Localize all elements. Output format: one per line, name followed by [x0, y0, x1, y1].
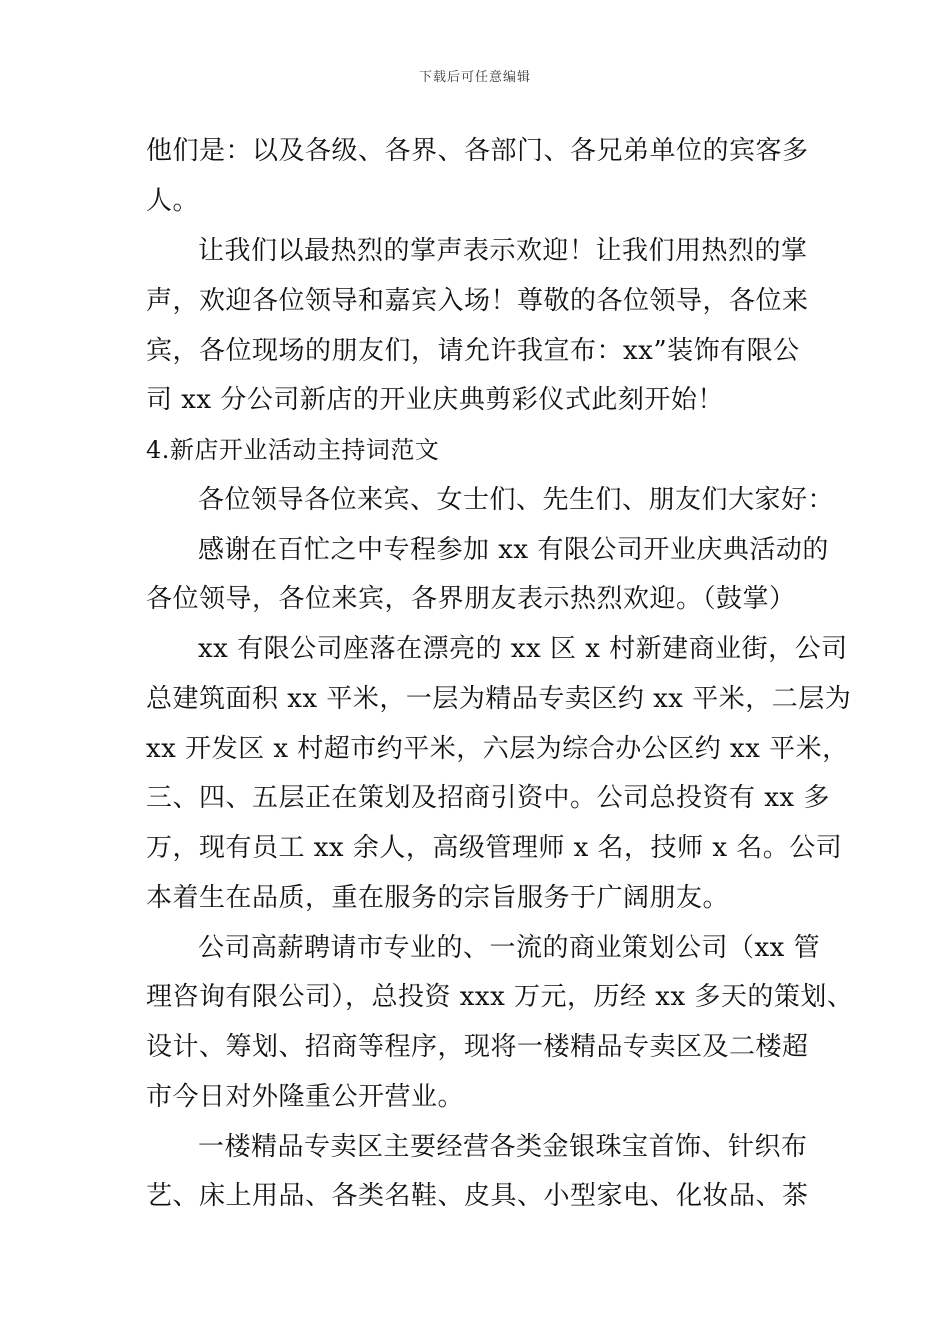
text-line: 司 xx 分公司新店的开业庆典剪彩仪式此刻开始！ — [146, 385, 724, 415]
text-line: 总建筑面积 xx 平米，一层为精品专卖区约 xx 平米，二层为 — [146, 684, 852, 714]
text-line: 理咨询有限公司），总投资 xxx 万元，历经 xx 多天的策划、 — [146, 982, 854, 1012]
text-line: xx 有限公司座落在漂亮的 xx 区 x 村新建商业街，公司 — [198, 634, 848, 664]
text-line: 人。 — [146, 186, 200, 216]
page-header: 下载后可任意编辑 — [418, 70, 531, 85]
text-line: xx 开发区 x 村超市约平米，六层为综合办公区约 xx 平米， — [146, 734, 849, 764]
text-line: 本着生在品质，重在服务的宗旨服务于广阔朋友。 — [146, 883, 730, 913]
text-line: 一楼精品专卖区主要经营各类金银珠宝首饰、针织布 — [198, 1132, 808, 1162]
text-line: 各位领导各位来宾、女士们、先生们、朋友们大家好： — [198, 485, 835, 515]
text-line: 让我们以最热烈的掌声表示欢迎！让我们用热烈的掌 — [198, 236, 808, 266]
section-heading: 4.新店开业活动主持词范文 — [146, 436, 440, 464]
text-line: 他们是：以及各级、各界、各部门、各兄弟单位的宾客多 — [146, 136, 809, 166]
text-line: 宾，各位现场的朋友们，请允许我宣布：xx”装饰有限公 — [146, 336, 800, 366]
text-line: 设计、筹划、招商等程序，现将一楼精品专卖区及二楼超 — [146, 1032, 809, 1062]
text-line: 三、四、五层正在策划及招商引资中。公司总投资有 xx 多 — [146, 783, 830, 813]
text-line: 市今日对外隆重公开营业。 — [146, 1082, 465, 1112]
text-line: 公司高薪聘请市专业的、一流的商业策划公司（xx 管 — [198, 933, 821, 963]
text-line: 艺、床上用品、各类名鞋、皮具、小型家电、化妆品、茶 — [146, 1181, 809, 1211]
text-line: 感谢在百忙之中专程参加 xx 有限公司开业庆典活动的 — [198, 535, 829, 565]
text-line: 各位领导，各位来宾，各界朋友表示热烈欢迎。（鼓掌） — [146, 584, 796, 614]
text-line: 声，欢迎各位领导和嘉宾入场！尊敬的各位领导，各位来 — [146, 286, 809, 316]
text-line: 万，现有员工 xx 余人，高级管理师 x 名，技师 x 名。公司 — [146, 833, 843, 863]
